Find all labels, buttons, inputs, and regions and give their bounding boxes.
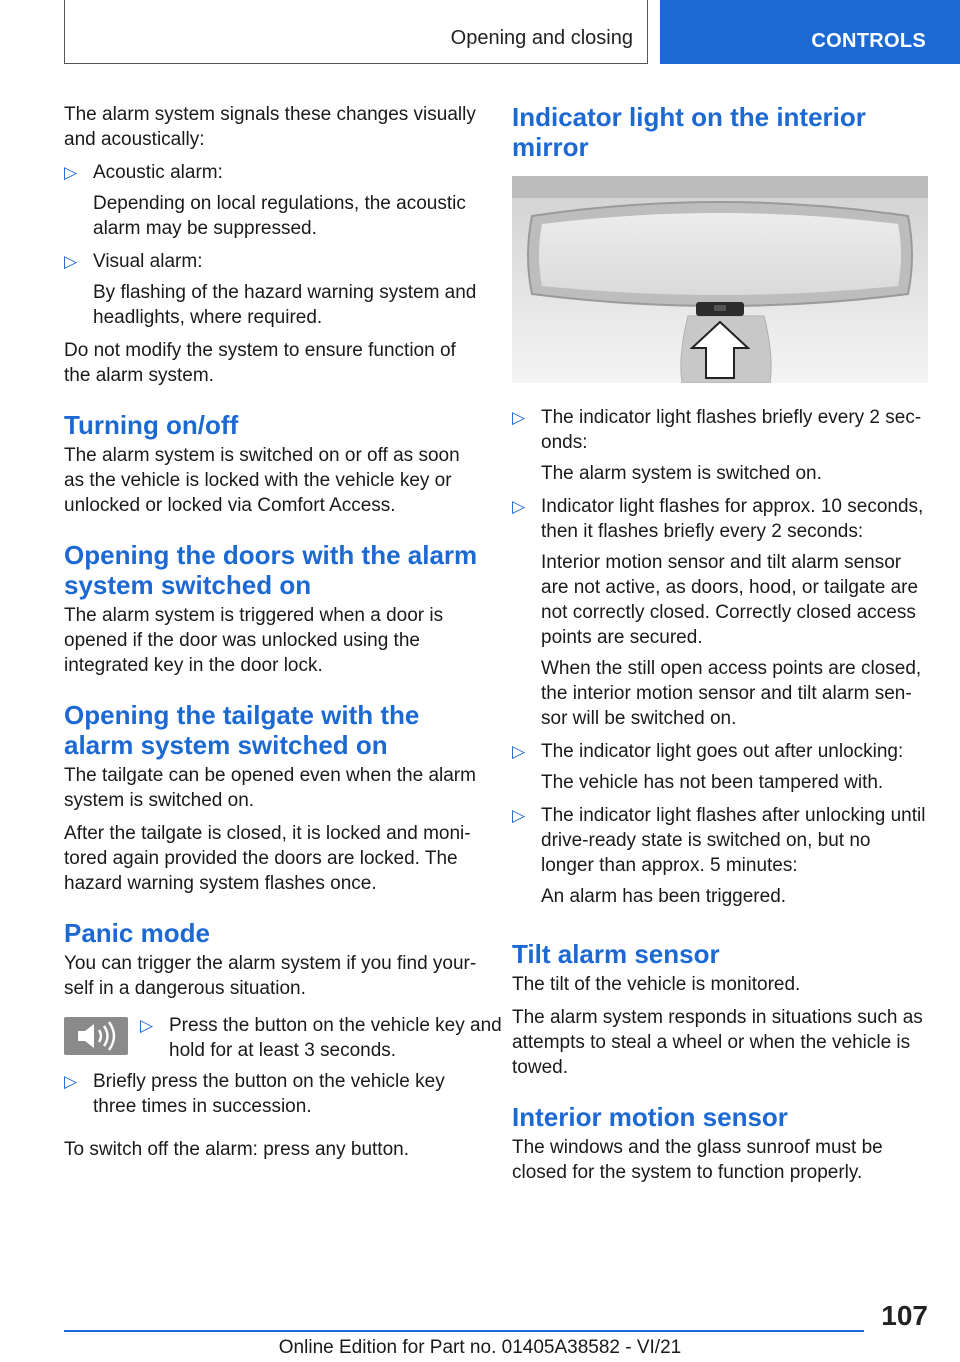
panic-off-text: To switch off the alarm: press any button.	[64, 1139, 409, 1160]
heading-doors: Opening the doors with the alarm system switched on	[64, 540, 478, 600]
list-item-detail: The alarm system is switched on.	[541, 463, 822, 484]
triangle-bullet-icon: ▷	[512, 408, 526, 427]
list-item	[512, 494, 928, 731]
triangle-bullet-icon: ▷	[512, 806, 526, 825]
header-section-box	[64, 0, 648, 64]
panic-text: You can trigger the alarm system if you find yourself in a dangerous situation.	[64, 953, 477, 999]
list-item-title: Indicator light flashes for approx. 10 seconds, then it flashes briefly every 2 seconds:	[541, 496, 924, 542]
list-item-title: The indicator light flashes briefly every 2 seconds:	[541, 407, 922, 453]
tilt-text-1: The tilt of the vehicle is monitored.	[512, 974, 801, 995]
heading-turning: Turning on/off	[64, 410, 239, 440]
list-item	[512, 405, 928, 486]
tailgate-text-1: The tailgate can be opened even when the alarm system is switched on.	[64, 765, 476, 811]
section-motion	[512, 1102, 928, 1185]
header-tab-label: CONTROLS	[811, 30, 926, 52]
panic-step-1: Press the button on the vehicle key and hold for at least 3 seconds.	[169, 1015, 502, 1061]
list-item-detail: By flashing of the hazard warning system and headlights, where required.	[93, 282, 477, 328]
list-item-title: Visual alarm:	[93, 251, 203, 272]
header-tab-controls[interactable]	[660, 0, 960, 64]
heading-indicator: Indicator light on the interior mirror	[512, 102, 866, 162]
triangle-bullet-icon: ▷	[64, 163, 78, 182]
list-item	[64, 1069, 482, 1119]
list-item	[140, 1013, 511, 1063]
triangle-bullet-icon: ▷	[64, 252, 78, 271]
header-section-title: Opening and closing	[450, 27, 633, 49]
triangle-bullet-icon: ▷	[512, 497, 526, 516]
list-item-detail: Depending on local regulations, the acoustic alarm may be suppressed.	[93, 193, 466, 239]
speaker-icon	[64, 1017, 128, 1055]
list-item	[64, 160, 482, 241]
page-number: 107	[881, 1300, 928, 1331]
list-item-detail: An alarm has been triggered.	[541, 886, 787, 907]
tilt-text-2: The alarm system responds in situations such as attempts to steal a wheel or when the vehicle is towed.	[512, 1007, 923, 1078]
note-text: Do not modify the system to ensure function of the alarm system.	[64, 340, 456, 386]
section-panic	[64, 918, 502, 1162]
list-item	[512, 739, 928, 795]
heading-tilt: Tilt alarm sensor	[512, 939, 720, 969]
list-item	[64, 249, 482, 330]
section-doors	[64, 540, 482, 678]
footer-divider	[64, 1330, 864, 1332]
list-item-title: Acoustic alarm:	[93, 162, 223, 183]
motion-text: The windows and the glass sunroof must be closed for the system to function properly.	[512, 1137, 883, 1183]
section-tilt	[512, 939, 928, 1080]
triangle-bullet-icon: ▷	[512, 742, 526, 761]
list-item-detail: The vehicle has not been tampered with.	[541, 772, 884, 793]
list-item-title: The indicator light flashes after unlocking until drive-ready state is switched on, but no longer than approx. 5 minutes:	[541, 805, 926, 876]
right-column	[512, 102, 928, 1193]
doors-text: The alarm system is triggered when a door is opened if the door was unlocked using the integrated key in the door lock.	[64, 605, 444, 676]
triangle-bullet-icon: ▷	[64, 1072, 78, 1091]
section-turning	[64, 410, 482, 518]
list-item-detail: When the still open access points are closed, the interior motion sensor and tilt alarm sensor will be switched on.	[541, 658, 922, 729]
interior-mirror-image	[512, 176, 928, 383]
list-item-detail: Interior motion sensor and tilt alarm sensor are not active, as doors, hood, or tailgate are not correctly closed. Correctly closed access points are secured.	[541, 552, 919, 648]
heading-panic: Panic mode	[64, 918, 210, 948]
tailgate-text-2: After the tailgate is closed, it is locked and monitored again provided the doors are locked. The hazard warning system flashes once.	[64, 823, 471, 894]
triangle-bullet-icon: ▷	[140, 1016, 154, 1035]
panic-step-row	[64, 1013, 502, 1061]
list-item-title: The indicator light goes out after unlocking:	[541, 741, 904, 762]
heading-motion: Interior motion sensor	[512, 1102, 788, 1132]
left-column	[64, 102, 502, 1170]
heading-tailgate: Opening the tailgate with the alarm system switched on	[64, 700, 420, 760]
panic-step-2: Briefly press the button on the vehicle key three times in succession.	[93, 1071, 445, 1117]
intro-text: The alarm system signals these changes visually and acoustically:	[64, 104, 476, 150]
section-tailgate	[64, 700, 482, 896]
list-item	[512, 803, 928, 909]
footer-edition: Online Edition for Part no. 01405A38582 - VI/21	[278, 1337, 682, 1358]
turning-text: The alarm system is switched on or off as soon as the vehicle is locked with the vehicle key or unlocked or locked via Comfort Access.	[64, 445, 460, 516]
